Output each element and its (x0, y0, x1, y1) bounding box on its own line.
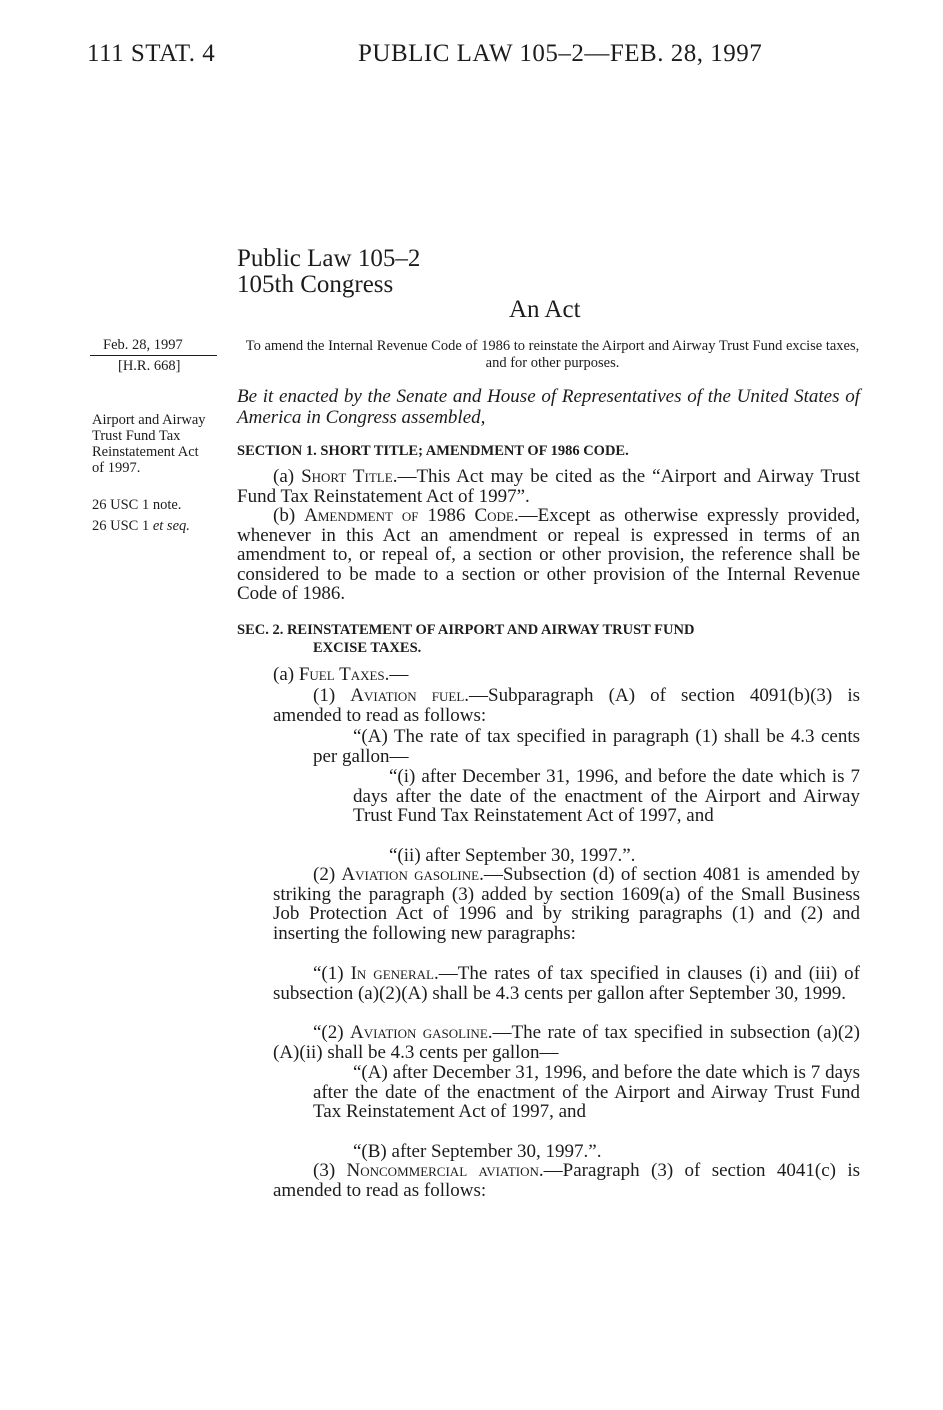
margin-act-name: Airport and Airway Trust Fund Tax Reinstatement Act of 1997. (92, 412, 206, 476)
act-purpose: To amend the Internal Revenue Code of 1986 to reinstate the Airport and Airway Trust Fund excise taxes, and for other purposes. (245, 338, 860, 371)
act-title: An Act (509, 296, 581, 323)
margin-bill-number: [H.R. 668] (118, 358, 181, 374)
law-number-title: Public Law 105–2 (237, 245, 421, 272)
margin-usc-seq: 26 USC 1 et seq. (92, 518, 190, 534)
enacting-clause: Be it enacted by the Senate and House of Representatives of the United States of America in Congress assembled, (237, 386, 860, 428)
margin-divider (90, 355, 217, 356)
quoted-paragraph-2: “(2) Aviation gasoline.—The rate of tax specified in subsection (a)(2)(A)(ii) shall be 4.3 cents per gallon— (273, 1022, 860, 1063)
quoted-clause-i: “(i) after December 31, 1996, and before the date which is 7 days after the date of the enactment of the Airport and Airway Trust Fund Tax Reinstatement Act of 1997, and (353, 766, 860, 827)
quoted-subparagraph-2b: “(B) after September 30, 1997.”. (353, 1141, 602, 1162)
section-2-heading: SEC. 2. REINSTATEMENT OF AIRPORT AND AIRWAY TRUST FUND (237, 622, 695, 638)
quoted-paragraph-1: “(1) In general.—The rates of tax specified in clauses (i) and (iii) of subsection (a)(2)(A) shall be 4.3 cents per gallon after September 30, 1999. (273, 963, 861, 1004)
congress-title: 105th Congress (237, 271, 394, 298)
section-1-b: (b) Amendment of 1986 Code.—Except as otherwise expressly provided, whenever in this Act an amendment or repeal is expressed in terms of an amendment to, or repeal of, a section or other provision, the reference shall be considered to be made to a section or other provision of the Internal Revenue Code of 1986. (237, 505, 860, 605)
section-2-a-2: (2) Aviation gasoline.—Subsection (d) of section 4081 is amended by striking the paragraph (3) added by section 1609(a) of the Small Business Job Protection Act of 1996 and by striking paragraphs (1) and (2) and inserting the following new paragraphs: (273, 864, 861, 944)
quoted-subparagraph-a: “(A) The rate of tax specified in paragraph (1) shall be 4.3 cents per gallon— (313, 726, 860, 767)
section-1-heading: SECTION 1. SHORT TITLE; AMENDMENT OF 1986 CODE. (237, 443, 629, 459)
margin-date: Feb. 28, 1997 (103, 337, 183, 353)
margin-usc-note: 26 USC 1 note. (92, 497, 182, 513)
running-header-page-ref: 111 STAT. 4 (87, 40, 216, 67)
section-1-a: (a) Short Title.—This Act may be cited as the “Airport and Airway Trust Fund Tax Reinstatement Act of 1997”. (237, 466, 860, 507)
section-2-a: (a) Fuel Taxes.— (273, 664, 409, 685)
running-header-law-ref: PUBLIC LAW 105–2—FEB. 28, 1997 (358, 40, 763, 67)
section-2-heading-cont: EXCISE TAXES. (313, 640, 422, 656)
quoted-subparagraph-2a: “(A) after December 31, 1996, and before the date which is 7 days after the date of the enactment of the Airport and Airway Trust Fund Tax Reinstatement Act of 1997, and (313, 1062, 860, 1123)
section-2-a-3: (3) Noncommercial aviation.—Paragraph (3) of section 4041(c) is amended to read as follows: (273, 1160, 860, 1201)
section-2-a-1: (1) Aviation fuel.—Subparagraph (A) of section 4091(b)(3) is amended to read as follows: (273, 685, 861, 726)
quoted-clause-ii: “(ii) after September 30, 1997.”. (389, 845, 636, 866)
